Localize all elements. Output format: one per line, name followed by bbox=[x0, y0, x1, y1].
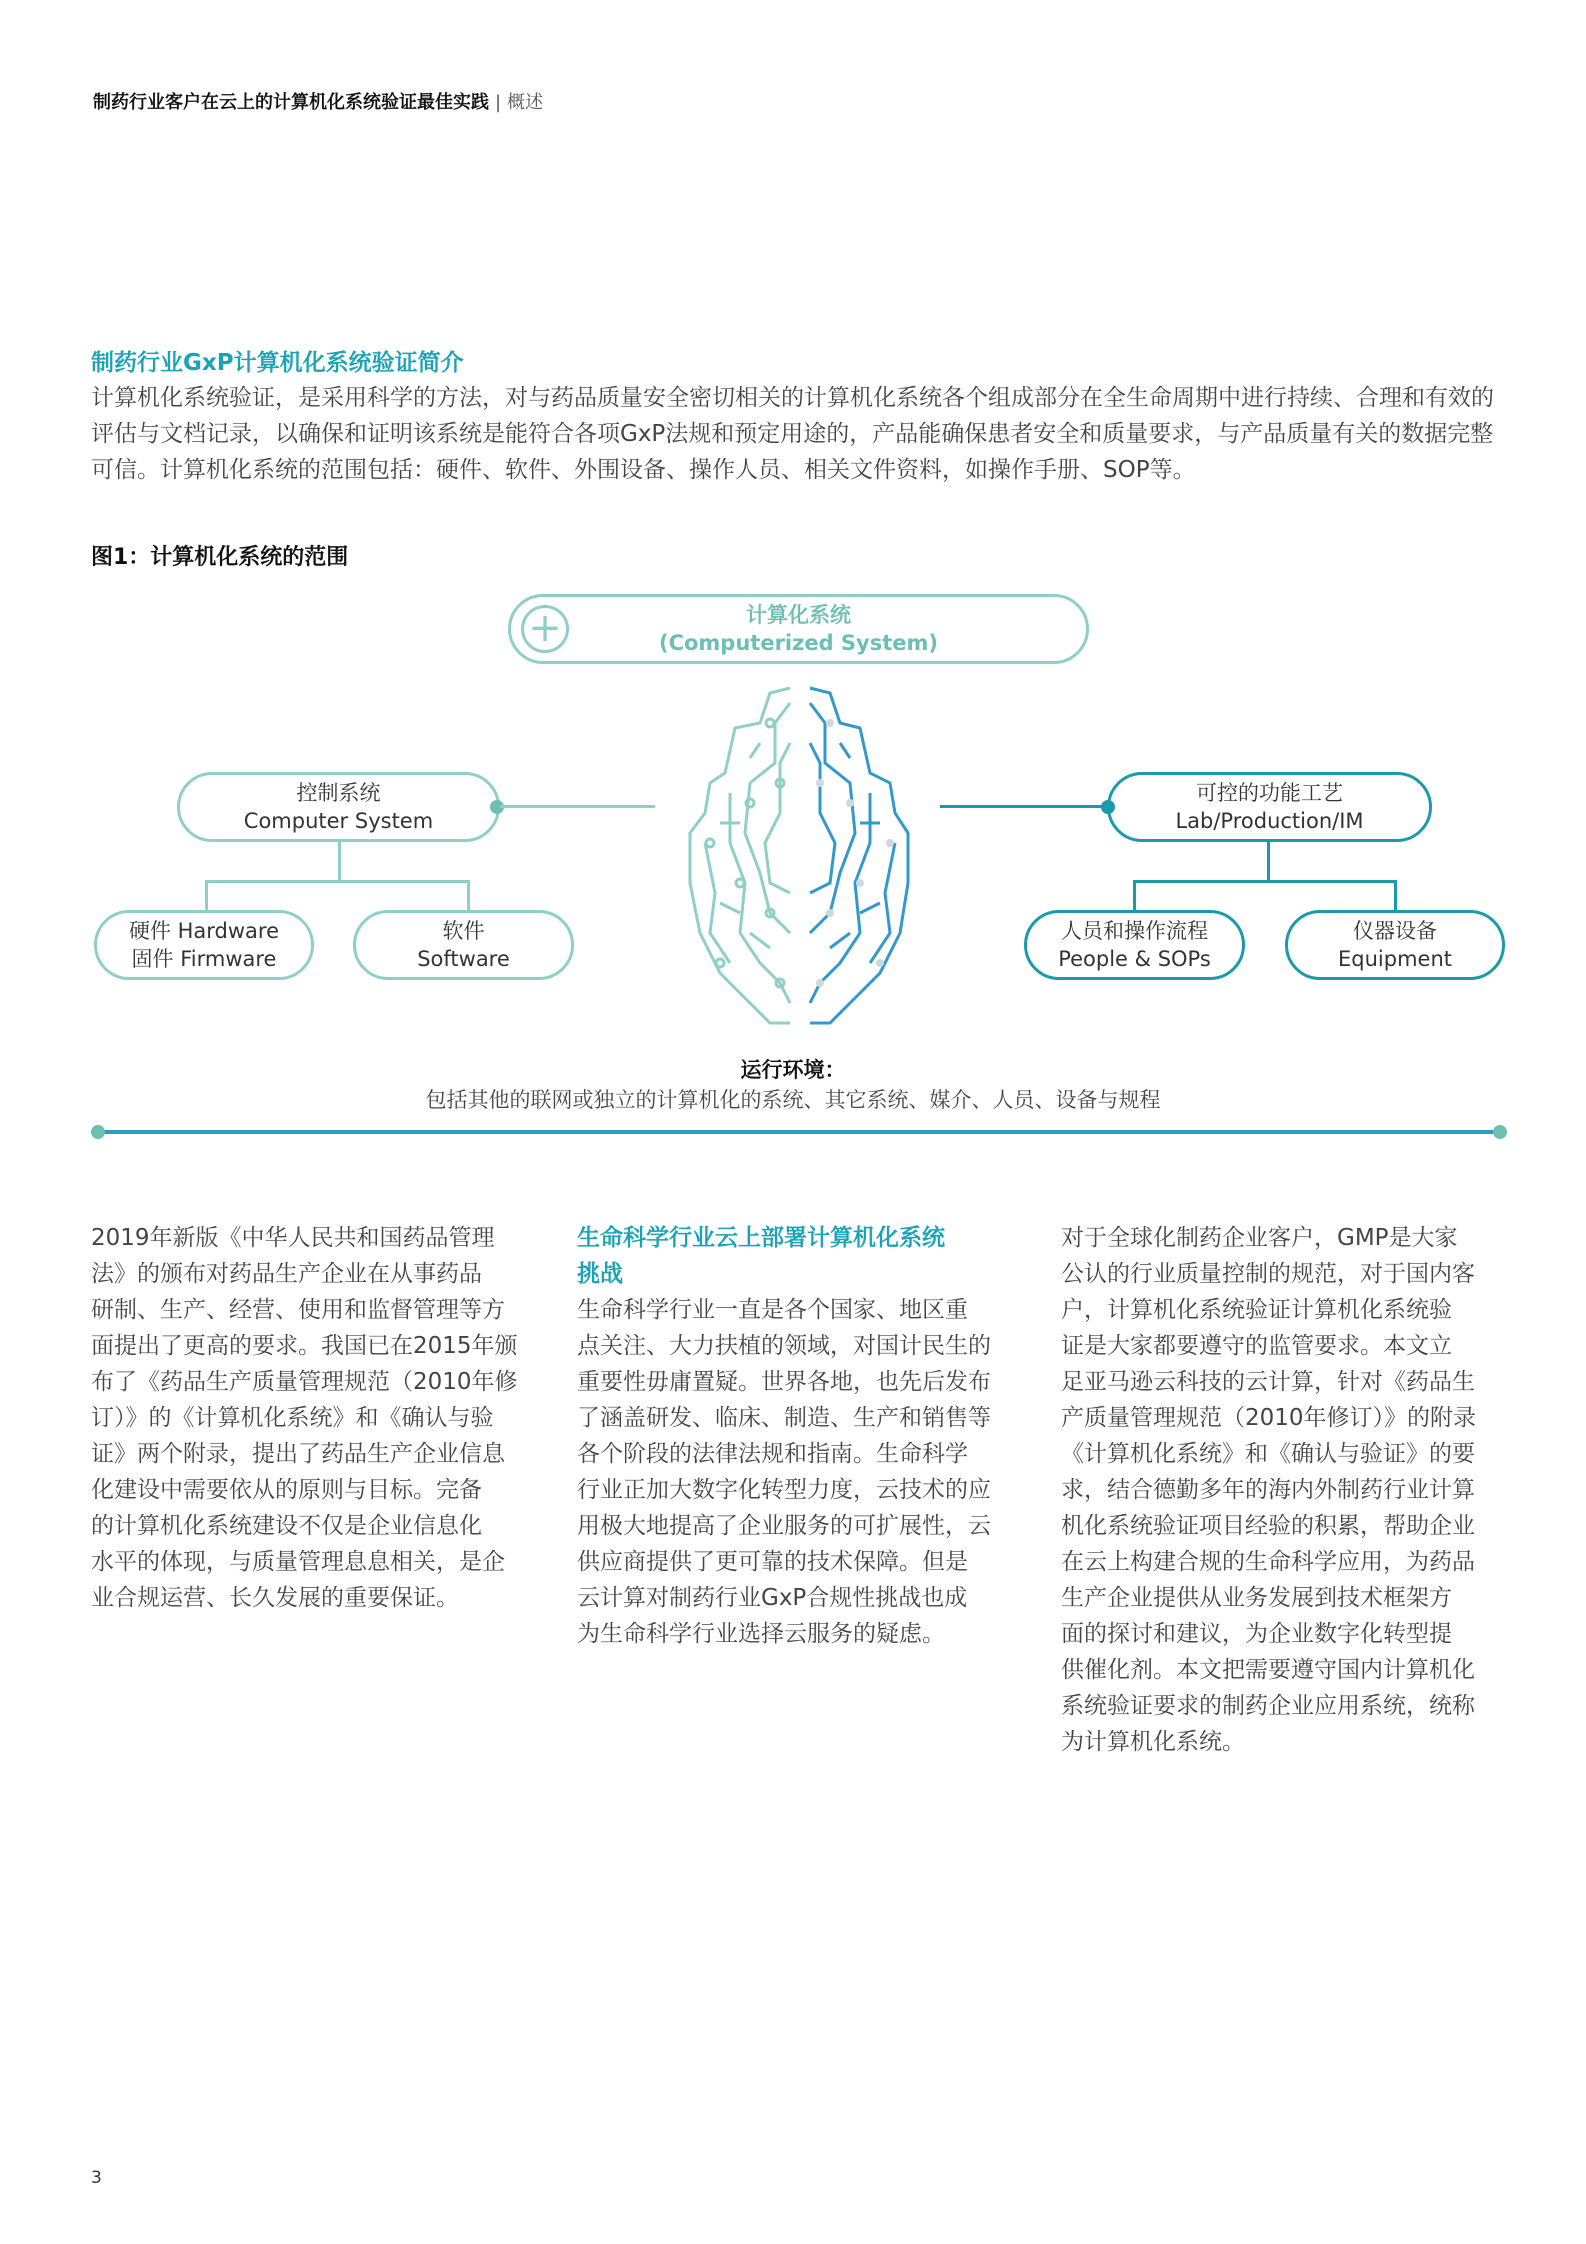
column-heading: 生命科学行业云上部署计算机化系统 bbox=[577, 1225, 945, 1251]
paragraph-line: 足亚马逊云科技的云计算，针对《药品生 bbox=[1061, 1369, 1475, 1395]
computerized-system-node bbox=[508, 594, 1089, 664]
paragraph-line: 面的探讨和建议，为企业数字化转型提 bbox=[1061, 1621, 1452, 1647]
node-en: People & SOPs bbox=[1058, 947, 1211, 971]
environment-title: 运行环境： bbox=[740, 1058, 846, 1082]
paragraph-line: 系统验证要求的制药企业应用系统，统称 bbox=[1061, 1693, 1475, 1719]
people-sops-node bbox=[1024, 910, 1245, 980]
node-en: 固件 Firmware bbox=[131, 947, 277, 971]
paragraph-line: 研制、生产、经营、使用和监督管理等方 bbox=[91, 1297, 505, 1323]
node-zh: 软件 bbox=[442, 919, 485, 943]
paragraph-line: 用极大地提高了企业服务的可扩展性，云 bbox=[577, 1513, 991, 1539]
paragraph-line: 证是大家都要遵守的监管要求。本文立 bbox=[1061, 1333, 1452, 1359]
paragraph-line: 业合规运营、长久发展的重要保证。 bbox=[91, 1585, 459, 1611]
paragraph-line: 生命科学行业一直是各个国家、地区重 bbox=[577, 1297, 968, 1323]
node-zh: 可控的功能工艺 bbox=[1196, 781, 1343, 805]
column-3 bbox=[1061, 1220, 1521, 1760]
header-separator: | bbox=[495, 92, 502, 113]
paragraph-line: 的计算机化系统建设不仅是企业信息化 bbox=[91, 1513, 482, 1539]
paragraph-line: 法》的颁布对药品生产企业在从事药品 bbox=[91, 1261, 482, 1287]
page-number: 3 bbox=[91, 2168, 102, 2188]
node-en: Software bbox=[417, 947, 510, 971]
paragraph-line: 供催化剂。本文把需要遵守国内计算机化 bbox=[1061, 1657, 1475, 1683]
connector-line bbox=[940, 805, 1108, 808]
header-title: 制药行业客户在云上的计算机化系统验证最佳实践 bbox=[93, 92, 489, 113]
connector-line bbox=[205, 880, 470, 883]
paragraph-line: 了涵盖研发、临床、制造、生产和销售等 bbox=[577, 1405, 991, 1431]
paragraph-line: 《计算机化系统》和《确认与验证》的要 bbox=[1061, 1441, 1475, 1467]
equipment-node bbox=[1285, 910, 1505, 980]
connector-line bbox=[1133, 880, 1136, 910]
column-2 bbox=[577, 1220, 1037, 1652]
line-end-dot bbox=[91, 1125, 105, 1139]
header-section: 概述 bbox=[507, 92, 544, 113]
brain-circuit-icon bbox=[650, 683, 950, 1031]
software-node bbox=[353, 910, 574, 980]
line-end-dot bbox=[1493, 1125, 1507, 1139]
node-zh: 控制系统 bbox=[296, 781, 381, 805]
node-zh: 计算化系统 bbox=[746, 603, 851, 627]
connector-line bbox=[338, 842, 341, 882]
paragraph-line: 生产企业提供从业务发展到技术框架方 bbox=[1061, 1585, 1452, 1611]
environment-description: 包括其他的联网或独立的计算机化的系统、其它系统、媒介、人员、设备与规程 bbox=[425, 1088, 1161, 1112]
paragraph-line: 公认的行业质量控制的规范，对于国内客 bbox=[1061, 1261, 1475, 1287]
intro-heading: 制药行业GxP计算机化系统验证简介 bbox=[91, 350, 464, 376]
node-en: Lab/Production/IM bbox=[1175, 809, 1364, 833]
connector-line bbox=[1267, 842, 1270, 882]
paragraph-line: 产质量管理规范（2010年修订）》的附录 bbox=[1061, 1405, 1477, 1431]
paragraph-line: 面提出了更高的要求。我国已在2015年颁 bbox=[91, 1333, 518, 1359]
paragraph-line: 化建设中需要依从的原则与目标。完备 bbox=[91, 1477, 482, 1503]
paragraph-line: 对于全球化制药企业客户，GMP是大家 bbox=[1061, 1225, 1458, 1251]
column-1 bbox=[91, 1220, 551, 1616]
paragraph-line: 重要性毋庸置疑。世界各地，也先后发布 bbox=[577, 1369, 991, 1395]
paragraph-line: 户，计算机化系统验证计算机化系统验 bbox=[1061, 1297, 1452, 1323]
paragraph-line: 证》两个附录，提出了药品生产企业信息 bbox=[91, 1441, 505, 1467]
paragraph-line: 订）》的《计算机化系统》和《确认与验 bbox=[91, 1405, 494, 1431]
paragraph-line: 供应商提供了更可靠的技术保障。但是 bbox=[577, 1549, 968, 1575]
node-en: Computer System bbox=[243, 809, 434, 833]
paragraph-line: 云计算对制药行业GxP合规性挑战也成 bbox=[577, 1585, 968, 1611]
paragraph-line: 求，结合德勤多年的海内外制药行业计算 bbox=[1061, 1477, 1475, 1503]
node-zh: 仪器设备 bbox=[1353, 919, 1437, 943]
paragraph-line: 2019年新版《中华人民共和国药品管理 bbox=[91, 1225, 495, 1251]
paragraph-line: 在云上构建合规的生命科学应用，为药品 bbox=[1061, 1549, 1475, 1575]
connector-line bbox=[205, 880, 208, 910]
connector-line bbox=[500, 805, 655, 808]
node-en: (Computerized System) bbox=[658, 631, 939, 655]
paragraph-line: 行业正加大数字化转型力度，云技术的应 bbox=[577, 1477, 991, 1503]
node-zh: 硬件 Hardware bbox=[128, 919, 280, 943]
connector-line bbox=[1133, 880, 1397, 883]
connector-line bbox=[1394, 880, 1397, 910]
running-header bbox=[93, 88, 543, 114]
paragraph-line: 点关注、大力扶植的领域，对国计民生的 bbox=[577, 1333, 991, 1359]
figure-label: 图1：计算机化系统的范围 bbox=[91, 545, 349, 570]
paragraph-line: 为生命科学行业选择云服务的疑虑。 bbox=[577, 1621, 945, 1647]
paragraph-line: 机化系统验证项目经验的积累，帮助企业 bbox=[1061, 1513, 1475, 1539]
environment-line bbox=[98, 1130, 1500, 1134]
paragraph-line: 各个阶段的法律法规和指南。生命科学 bbox=[577, 1441, 968, 1467]
functional-process-node bbox=[1107, 772, 1432, 842]
computer-system-node bbox=[177, 772, 500, 842]
connector-line bbox=[467, 880, 470, 910]
paragraph-line: 布了《药品生产质量管理规范（2010年修 bbox=[91, 1369, 518, 1395]
paragraph-line: 为计算机化系统。 bbox=[1061, 1729, 1245, 1755]
intro-paragraph: 计算机化系统验证，是采用科学的方法，对与药品质量安全密切相关的计算机化系统各个组成部分在全生命周期中进行持续、合理和有效的评估与文档记录，以确保和证明该系统是能符合各项GxP法规和预定用途的，产品能确保患者安全和质量要求，与产品质量有关的数据完整可信。计算机化系统的范围包括：硬件、软件、外围设备、操作人员、相关文件资料，如操作手册、SOP等。 bbox=[91, 385, 1494, 483]
hardware-node bbox=[94, 910, 314, 980]
node-zh: 人员和操作流程 bbox=[1061, 919, 1208, 943]
node-en: Equipment bbox=[1338, 947, 1452, 971]
plus-icon: + bbox=[521, 605, 569, 653]
paragraph-line: 水平的体现，与质量管理息息相关，是企 bbox=[91, 1549, 505, 1575]
column-heading: 挑战 bbox=[577, 1261, 623, 1287]
